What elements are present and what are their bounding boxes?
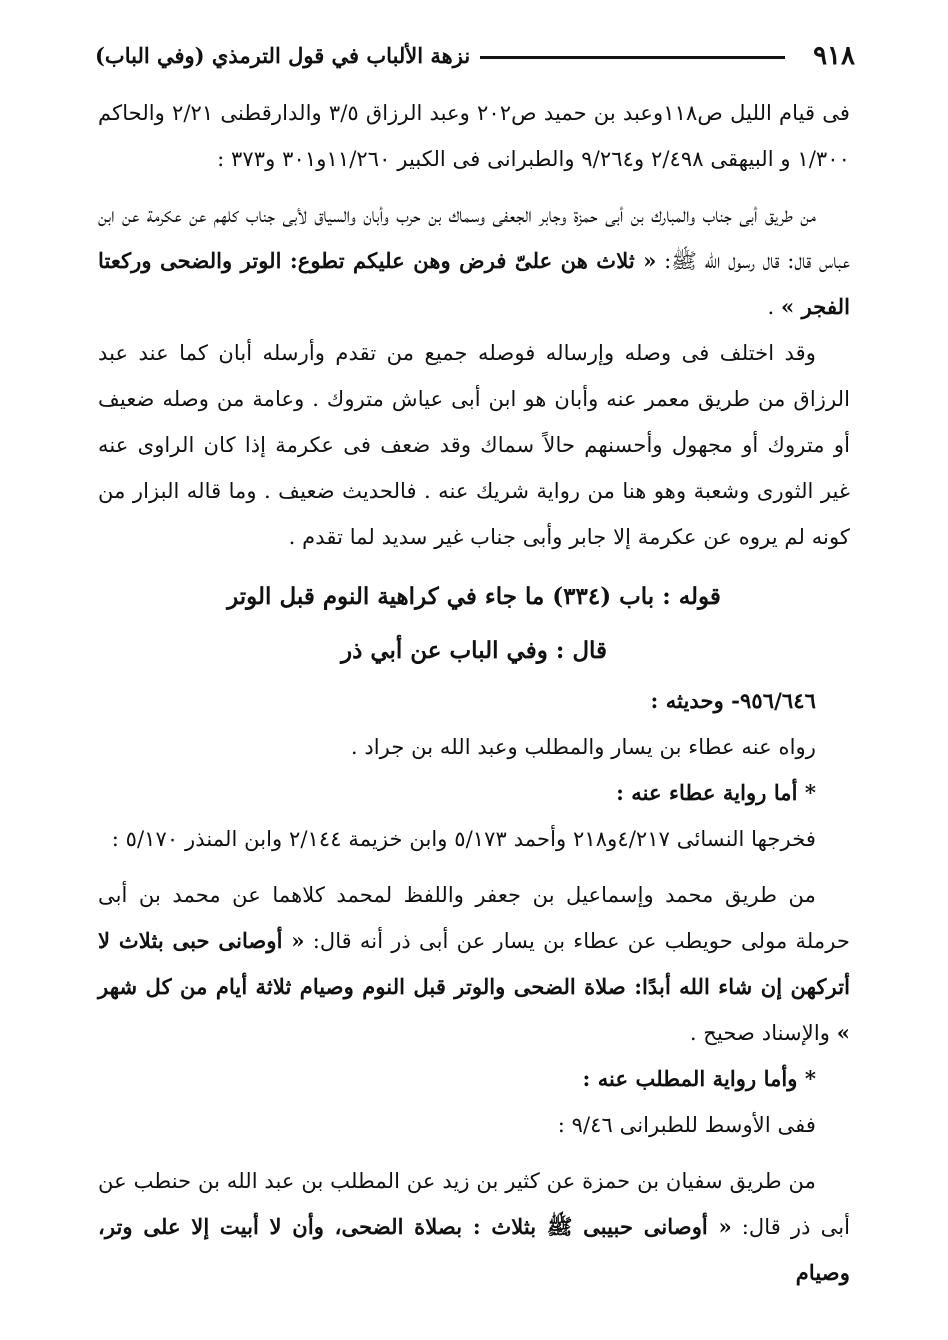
grading-paragraph: وقد اختلف فى وصله وإرساله فوصله جميع من تقدم وأرسله أبان كما عند عبد الرزاق من طريق معمر عنه وأبان هو ابن أبى عياش متروك . وعامة من وصله ضعيف أو متروك أو مجهول وأحسنهم حالاً سماك وقد ضعف فى عكرمة إذا كان الراوى عنه غير الثورى وشعبة وهو هنا من رواية شريك عنه . فالحديث ضعيف . وما قاله البزار من كونه لم يروه عن عكرمة إلا جابر وأبى جناب غير سديد لما تقدم . [98, 340, 850, 549]
chain-text: من طريق سفيان بن حمزة عن كثير بن زيد عن المطلب بن عبد الله بن حنطب عن أبى ذر قال: [98, 1168, 851, 1239]
paragraph-end: والإسناد صحيح . [689, 1020, 837, 1045]
paragraph-spacer [98, 182, 850, 192]
section-title-muttalib: * وأما رواية المطلب عنه : [582, 1066, 816, 1091]
hadith-text: « ثلاث هن علىّ فرض وهن عليكم تطوع: الوتر والضحى وركعتا الفجر » [98, 248, 850, 319]
paragraph-spacer [98, 560, 850, 570]
takhrij-paragraph-ata: فخرجها النسائى ٤/٢١٧و٢١٨ وأحمد ٥/١٧٣ وابن خزيمة ٢/١٤٤ وابن المنذر ٥/١٧٠ : [111, 826, 816, 851]
references-paragraph: فى قيام الليل ص١١٨وعبد بن حميد ص٢٠٢ وعبد الرزاق ٣/٥ والدارقطنى ٢/٢١ والحاكم ١/٣٠٠ و البيهقى ٢/٤٩٨ و٩/٢٦٤ والطبرانى فى الكبير ١١/٢٦٠و٣٠١ و٣٧٣ : [98, 100, 850, 171]
hadith-text: « أوصانى حبى بثلاث لا أتركهن إن شاء الله أبدًا: صلاة الضحى والوتر قبل النوم وصيام ثلاثة أيام من كل شهر » [98, 928, 850, 1045]
section-title-ata: * أما رواية عطاء عنه : [616, 780, 816, 805]
chapter-heading: قوله : باب (٣٣٤) ما جاء في كراهية النوم قبل الوتر [227, 583, 721, 610]
chain-paragraph-ibn-abbas [98, 192, 850, 330]
narrators-line: رواه عنه عطاء بن يسار والمطلب وعبد الله بن جراد . [350, 734, 816, 759]
running-title: نزهة الألباب في قول الترمذي (وفي الباب) [95, 43, 471, 68]
chain-text: من طريق أبى جناب والمبارك بن أبى حمزة وجابر الجعفى وسماك بن حرب وأبان والسياق لأبى جناب كلهم عن عكرمة عن ابن عباس قال: قال رسول الله ﷺ: [98, 202, 850, 273]
chain-paragraph-abu-dharr [98, 872, 850, 1056]
paragraph-spacer [98, 1148, 850, 1158]
chain-text: من طريق محمد وإسماعيل بن جعفر واللفظ لمحمد كلاهما عن محمد بن أبى حرملة مولى حويطب عن عطاء بن يسار عن أبى ذر أنه قال: [98, 882, 850, 953]
hadith-text: « أوصانى حبيبى ﷺ بثلاث : بصلاة الضحى، وأن لا أبيت إلا على وتر، وصيام [98, 1214, 850, 1285]
source-line-awsat: ففى الأوسط للطبرانى ٩/٤٦ : [557, 1112, 816, 1137]
chain-paragraph-muttalib [98, 1158, 850, 1296]
paragraph-spacer [98, 862, 850, 872]
page-body [98, 90, 850, 1296]
page-header [95, 36, 855, 76]
chapter-subheading: قال : وفي الباب عن أبي ذر [340, 637, 608, 664]
hadith-number: ٩٥٦/٦٤٦- وحديثه : [650, 688, 816, 713]
page-number: ٩١٨ [813, 41, 855, 71]
header-rule [480, 56, 785, 59]
paragraph-end: . [767, 294, 781, 319]
